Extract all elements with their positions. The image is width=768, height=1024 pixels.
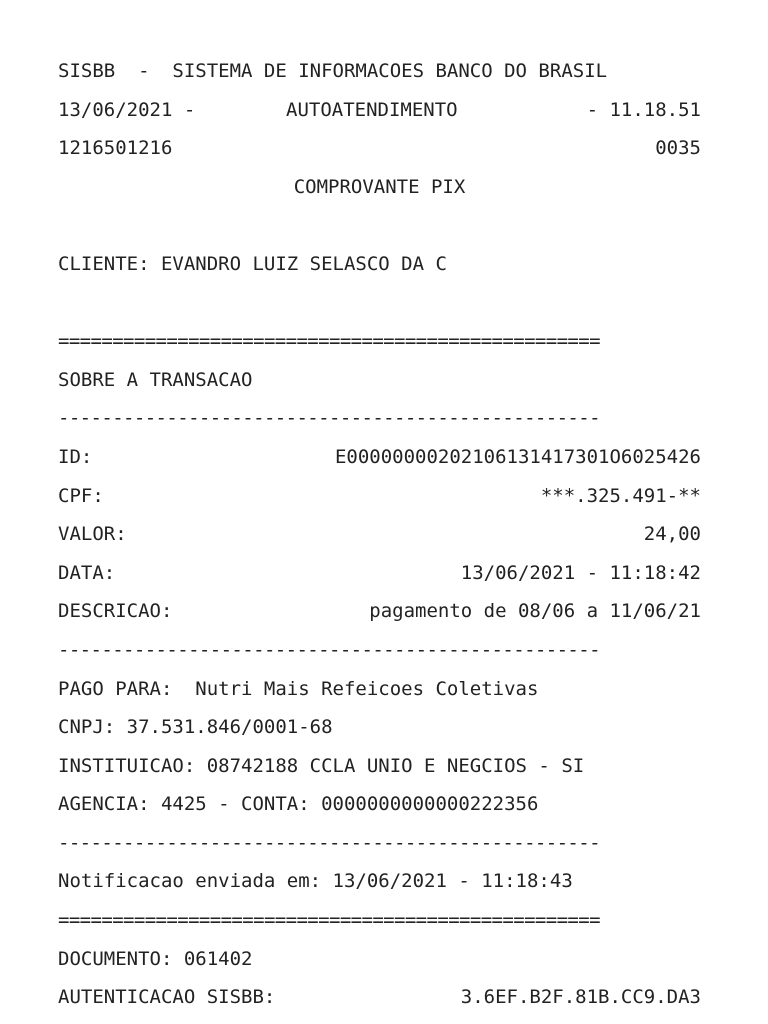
payee-institution: INSTITUICAO: 08742188 CCLA UNIO E NEGCIOS - SI: [58, 754, 585, 777]
paid-to: PAGO PARA: Nutri Mais Refeicoes Coletivas: [58, 677, 539, 700]
notification-sent: Notificacao enviada em: 13/06/2021 - 11:18:43: [58, 870, 573, 893]
client-name: CLIENTE: EVANDRO LUIZ SELASCO DA C: [58, 252, 447, 275]
field-label: DESCRICAO:: [58, 600, 173, 623]
payee-agency-account: AGENCIA: 4425 - CONTA: 0000000000000222356: [58, 793, 539, 816]
sequence-number: 0035: [655, 137, 701, 160]
header-terminal-row: [58, 129, 701, 168]
terminal-number: 1216501216: [58, 137, 173, 160]
double-separator: ==================================================: [58, 909, 600, 932]
single-separator: --------------------------------------------------: [58, 407, 600, 430]
client-account-row: [58, 284, 701, 323]
field-value: 24,00: [643, 523, 701, 546]
header-time: - 11.18.51: [586, 98, 701, 121]
document-type-title: COMPROVANTE PIX: [293, 175, 466, 198]
field-value: ***.325.491-**: [540, 484, 701, 507]
field-label: CPF:: [58, 484, 104, 507]
authentication-code: 3.6EF.B2F.81B.CC9.DA3: [460, 986, 701, 1009]
blank-line: [58, 206, 701, 245]
double-separator: ==================================================: [58, 330, 600, 353]
transaction-description-row: [58, 592, 701, 631]
field-value: E00000000202106131417301O6025426: [334, 445, 701, 468]
single-separator: --------------------------------------------------: [58, 638, 600, 661]
header-date-row: [58, 91, 701, 130]
field-value: 13/06/2021 - 11:18:42: [460, 561, 701, 584]
header-channel: AUTOATENDIMENTO: [286, 98, 458, 121]
authentication-label: AUTENTICACAO SISBB:: [58, 986, 276, 1009]
transaction-date-row: [58, 554, 701, 593]
transaction-cpf-row: [58, 477, 701, 516]
field-value: pagamento de 08/06 a 11/06/21: [369, 600, 701, 623]
field-label: ID:: [58, 445, 93, 468]
transaction-section-title: SOBRE A TRANSACAO: [58, 368, 253, 391]
document-number: DOCUMENTO: 061402: [58, 947, 253, 970]
authentication-row: [58, 978, 701, 1017]
header-date: 13/06/2021 -: [58, 98, 196, 121]
field-label: DATA:: [58, 561, 116, 584]
transaction-amount-row: [58, 515, 701, 554]
bank-title: SISBB - SISTEMA DE INFORMACOES BANCO DO BRASIL: [58, 60, 608, 82]
payee-cnpj: CNPJ: 37.531.846/0001-68: [58, 716, 333, 739]
field-label: VALOR:: [58, 523, 127, 546]
transaction-id-row: [58, 438, 701, 477]
single-separator: --------------------------------------------------: [58, 831, 600, 854]
pix-receipt: [58, 52, 701, 1017]
